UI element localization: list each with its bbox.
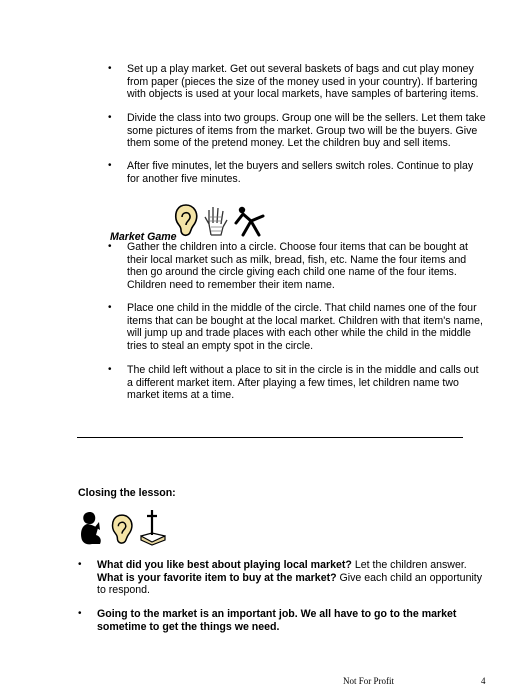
closing-icons [78, 508, 168, 546]
ear-icon [110, 512, 134, 546]
question-one-note: Let the children answer. [351, 559, 467, 571]
list-item [78, 559, 487, 597]
question-two: What is your favorite item to buy at the market? [97, 571, 337, 584]
list-item [108, 302, 487, 352]
page-number: 4 [481, 676, 486, 686]
closing-title: Closing the lesson: [78, 487, 176, 499]
footer-text: Not For Profit [343, 676, 395, 686]
list-item [78, 608, 487, 633]
bullet-text: After five minutes, let the buyers and sellers switch roles. Continue to play for another five minutes. [127, 160, 474, 185]
ear-icon [173, 203, 199, 237]
list-item [108, 160, 487, 185]
bullet-icon: • [108, 160, 112, 171]
list-item [108, 364, 487, 402]
list-item [108, 241, 487, 291]
bullet-text: Divide the class into two groups. Group one will be the sellers. Let them take some pictures of items from the market. Group two will be the buyers. Give them some of the pretend money. Let the children buy and sell items. [127, 112, 486, 150]
stretching-person-icon [233, 205, 267, 237]
section-divider [77, 437, 463, 438]
bullet-text: Gather the children into a circle. Choose four items that can be bought at their local market such as milk, bread, fish, etc. Name the four items and then go around the circle giving each child one name of the four items. Children need to remember their item name. [127, 241, 468, 291]
bullet-icon: • [108, 112, 112, 123]
bible-cross-icon [138, 508, 168, 546]
bullet-icon: • [78, 559, 82, 570]
question-two-note: Give each child an opportunity to respond. [97, 571, 483, 597]
hand-icon [203, 205, 229, 237]
bullet-icon: • [108, 63, 112, 74]
bullet-text: Place one child in the middle of the circle. That child names one of the four items that can be bought at the local market. Children with that item's name, will jump up and trade places with each other while the child in the middle tries to steal an empty spot in the circle. [127, 302, 483, 352]
list-item [108, 112, 487, 150]
market-game-title: Market Game [110, 231, 177, 243]
bullet-icon: • [108, 241, 112, 252]
bullet-text: The child left without a place to sit in the circle is in the middle and calls out a different market item. After playing a few times, let children name two market items at a time. [127, 364, 479, 402]
market-game-icons [173, 203, 267, 237]
bullet-icon: • [78, 608, 82, 619]
bullet-icon: • [108, 302, 112, 313]
closing-statement: Going to the market is an important job. We all have to go to the market sometime to get the things we need. [97, 608, 457, 633]
list-item [108, 63, 487, 101]
bullet-text [97, 559, 487, 597]
question-one: What did you like best about playing local market? [97, 559, 352, 571]
bullet-text: Set up a play market. Get out several baskets of bags and cut play money from paper (pieces the size of the money used in your country). If bartering with objects is used at your local markets, have samples of bartering items. [127, 63, 479, 101]
praying-child-icon [78, 510, 106, 546]
bullet-icon: • [108, 364, 112, 375]
